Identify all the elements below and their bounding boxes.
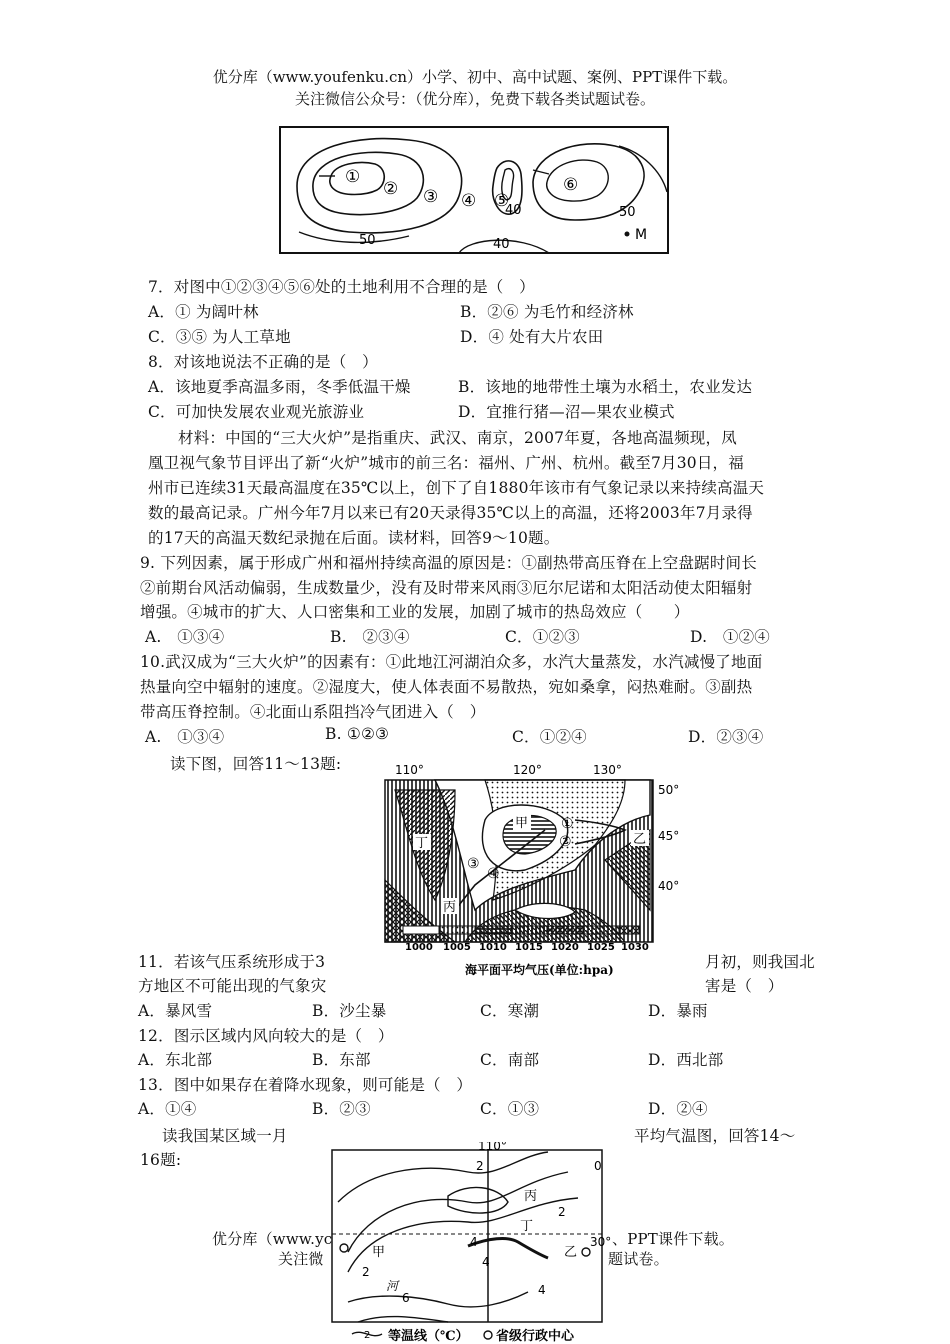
lon-120: 120° bbox=[513, 763, 542, 777]
q10-line-1: 10.武汉成为“三大火炉”的因素有：①此地江河湖泊众多，水汽大量蒸发，水汽减慢了地面 bbox=[140, 653, 763, 671]
q11-line-1b: 月初，则我国北 bbox=[705, 953, 815, 971]
q13-option-b: B．②③ bbox=[312, 1100, 371, 1118]
q10-option-d: D．②③④ bbox=[688, 728, 764, 746]
place-jia: 甲 bbox=[372, 1245, 386, 1260]
lon-130: 130° bbox=[593, 763, 622, 777]
figure-isotherm-map bbox=[328, 1142, 618, 1342]
q12-stem: 12．图示区域内风向较大的是（ ） bbox=[138, 1027, 394, 1045]
q11-line-2b: 害是（ ） bbox=[705, 977, 784, 995]
iso-label-0: 0 bbox=[594, 1159, 602, 1173]
q11-line-2a: 方地区不可能出现的气象灾 bbox=[138, 977, 327, 995]
q9-line-2: ②前期台风活动偏弱，生成数量少，没有及时带来风雨③厄尔尼诺和太阳活动使太阳辐射 bbox=[140, 579, 753, 597]
lon-110-label: 110° bbox=[478, 1142, 507, 1153]
q8-stem: 8．对该地说法不正确的是（ ） bbox=[148, 353, 378, 371]
iso-label-2-top: 2 bbox=[476, 1159, 484, 1173]
point-m-dot bbox=[625, 232, 630, 237]
intro-14-c: 16题: bbox=[140, 1151, 182, 1169]
iso-label-2-left: 2 bbox=[362, 1265, 370, 1279]
q12-option-b: B．东部 bbox=[312, 1051, 371, 1069]
header-line-2: 关注微信公众号：（优分库），免费下载各类试题试卷。 bbox=[294, 90, 655, 108]
intro-11-13: 读下图，回答11～13题: bbox=[170, 755, 342, 773]
q12-option-d: D．西北部 bbox=[648, 1051, 724, 1069]
q9-option-d: D. ①②④ bbox=[690, 628, 771, 646]
place-yi: 乙 bbox=[633, 832, 647, 847]
q9-option-b: B. ②③④ bbox=[330, 628, 410, 646]
q10-option-b: B. ①②③ bbox=[325, 725, 390, 743]
iso-label-2-right: 2 bbox=[558, 1205, 566, 1219]
footer-line-2-end: 题试卷。 bbox=[608, 1250, 669, 1268]
contour-label-50-left: 50 bbox=[359, 233, 376, 248]
q7-option-a: A．① 为阔叶林 bbox=[148, 303, 259, 321]
marker-4: ④ bbox=[487, 866, 500, 882]
q8-option-a: A．该地夏季高温多雨，冬季低温干燥 bbox=[148, 378, 411, 396]
q10-option-a: A. ①③④ bbox=[145, 728, 225, 746]
marker-2: ② bbox=[559, 834, 572, 850]
q9-option-c: C．①②③ bbox=[505, 628, 580, 646]
q7-option-b: B．②⑥ 为毛竹和经济林 bbox=[460, 303, 634, 321]
footer-line-1-end: 、PPT课件下载。 bbox=[612, 1230, 734, 1248]
q8-option-c: C．可加快发展农业观光旅游业 bbox=[148, 403, 365, 421]
q11-line-1a: 11．若该气压系统形成于3 bbox=[138, 953, 326, 971]
legend-iso-num: 2 bbox=[364, 1330, 371, 1341]
marker-3: ③ bbox=[423, 187, 439, 207]
legend-capital-icon bbox=[484, 1331, 492, 1339]
legend-1020: 1020 bbox=[551, 942, 579, 953]
q12-option-c: C．南部 bbox=[480, 1051, 540, 1069]
legend-1015: 1015 bbox=[515, 942, 543, 953]
legend-capital: 省级行政中心 bbox=[496, 1329, 575, 1342]
legend-1010: 1010 bbox=[479, 942, 507, 953]
marker-2: ② bbox=[383, 179, 399, 199]
iso-label-4-bottom: 4 bbox=[538, 1283, 546, 1297]
legend-1025: 1025 bbox=[587, 942, 615, 953]
place-bing: 丙 bbox=[443, 900, 457, 915]
contour-label-40-bottom: 40 bbox=[493, 237, 510, 252]
q7-stem: 7．对图中①②③④⑤⑥处的土地利用不合理的是（ ） bbox=[148, 278, 535, 296]
legend-1005: 1005 bbox=[443, 942, 471, 953]
q13-stem: 13．图中如果存在着降水现象，则可能是（ ） bbox=[138, 1076, 473, 1094]
q13-option-d: D．②④ bbox=[648, 1100, 708, 1118]
point-m-label: M bbox=[635, 227, 648, 243]
place-jia: 甲 bbox=[515, 816, 529, 831]
q9-option-a: A. ①③④ bbox=[145, 628, 225, 646]
q7-option-d: D．④ 处有大片农田 bbox=[460, 328, 604, 346]
marker-1: ① bbox=[345, 167, 361, 187]
q11-option-b: B．沙尘暴 bbox=[312, 1002, 387, 1020]
figure2-caption: 海平面平均气压(单位:hpa) bbox=[465, 963, 614, 977]
marker-5: ⑤ bbox=[494, 191, 510, 211]
iso-label-4-low: 4 bbox=[482, 1255, 490, 1269]
header-line-1: 优分库（www.youfenku.cn）小学、初中、高中试题、案例、PPT课件下载。 bbox=[212, 68, 738, 86]
q10-line-3: 带高压脊控制。④北面山系阻挡冷气团进入（ ） bbox=[140, 703, 486, 721]
intro-14-a: 读我国某区域一月 bbox=[162, 1127, 288, 1145]
q12-option-a: A．东北部 bbox=[138, 1051, 213, 1069]
river-label: 河 bbox=[386, 1279, 399, 1293]
lat-50: 50° bbox=[658, 783, 680, 797]
material-line-1: 材料：中国的“三大火炉”是指重庆、武汉、南京，2007年夏，各地高温频现，凤 bbox=[178, 429, 737, 447]
material-line-3: 州市已连续31天最高温度在35℃以上，创下了自1880年该市有气象记录以来持续高温天 bbox=[148, 479, 765, 497]
q13-option-c: C．①③ bbox=[480, 1100, 540, 1118]
q9-line-3: 增强。④城市的扩大、人口密集和工业的发展，加剧了城市的热岛效应（ ） bbox=[140, 603, 690, 621]
footer-line-2: 关注微 bbox=[278, 1250, 324, 1268]
material-line-2: 凰卫视气象节目评出了新“火炉”城市的前三名：福州、广州、杭州。截至7月30日，福 bbox=[148, 454, 744, 472]
legend-isotherm: 等温线（℃） bbox=[388, 1329, 469, 1342]
figure-contour-map bbox=[279, 126, 669, 254]
q9-line-1: 9. 下列因素，属于形成广州和福州持续高温的原因是：①副热带高压脊在上空盘踞时间长 bbox=[140, 554, 757, 572]
q8-option-d: D．宜推行猪—沼—果农业模式 bbox=[458, 403, 675, 421]
lat-30-label: 30° bbox=[590, 1235, 612, 1249]
q13-option-a: A．①④ bbox=[138, 1100, 197, 1118]
legend-1000: 1000 bbox=[405, 942, 433, 953]
place-bing: 丙 bbox=[524, 1189, 538, 1204]
iso-label-6: 6 bbox=[402, 1291, 410, 1305]
q10-line-2: 热量向空中辐射的速度。②湿度大，使人体表面不易散热，宛如桑拿，闷热难耐。③副热 bbox=[140, 678, 753, 696]
q7-option-c: C．③⑤ 为人工草地 bbox=[148, 328, 291, 346]
place-ding: 丁 bbox=[520, 1219, 534, 1234]
q11-option-a: A．暴风雪 bbox=[138, 1002, 213, 1020]
q11-option-d: D．暴雨 bbox=[648, 1002, 708, 1020]
material-line-4: 数的最高记录。广州今年7月以来已有20天录得35℃以上的高温，还将2003年7月录得 bbox=[148, 504, 753, 522]
q10-option-c: C．①②④ bbox=[512, 728, 587, 746]
lon-110: 110° bbox=[395, 763, 424, 777]
marker-3: ③ bbox=[467, 856, 480, 872]
marker-1: ① bbox=[561, 816, 574, 832]
contour-label-40-mid: 40 bbox=[505, 203, 522, 218]
marker-4: ④ bbox=[461, 191, 477, 211]
lat-45: 45° bbox=[658, 829, 680, 843]
lat-40: 40° bbox=[658, 879, 680, 893]
place-yi: 乙 bbox=[564, 1245, 578, 1260]
iso-label-4-mid: 4 bbox=[470, 1235, 478, 1249]
material-line-5: 的17天的高温天数纪录抛在后面。读材料，回答9～10题。 bbox=[148, 529, 560, 547]
footer-line-1: 优分库（www.yc bbox=[212, 1230, 333, 1248]
marker-6: ⑥ bbox=[563, 175, 579, 195]
figure-pressure-map bbox=[375, 760, 693, 982]
legend-1030: 1030 bbox=[621, 942, 649, 953]
q11-option-c: C．寒潮 bbox=[480, 1002, 540, 1020]
contour-label-50-right: 50 bbox=[619, 205, 636, 220]
place-ding: 丁 bbox=[415, 836, 429, 851]
intro-14-b: 平均气温图，回答14～ bbox=[634, 1127, 796, 1145]
q8-option-b: B．该地的地带性土壤为水稻土，农业发达 bbox=[458, 378, 753, 396]
